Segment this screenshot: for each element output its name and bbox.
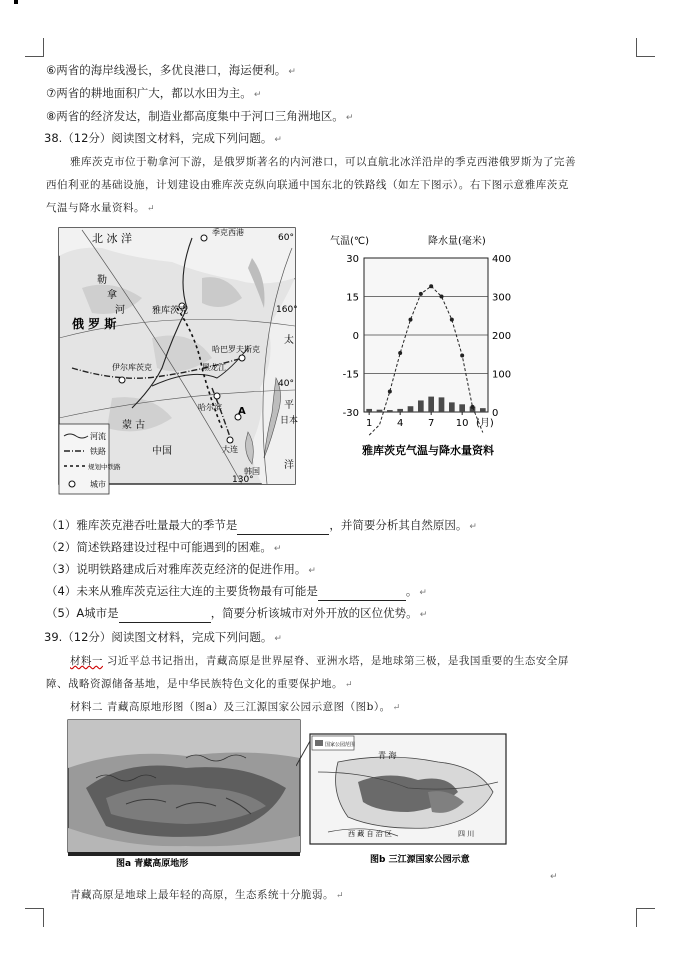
map-label-pacific-3: 洋: [284, 460, 294, 471]
question-39-title: 39.（12分）阅读图文材料，完成下列问题。 ↵: [44, 630, 282, 644]
statement-8: ⑧两省的经济发达，制造业都高度集中于河口三角洲地区。 ↵: [46, 109, 354, 123]
map-label-china: 中国: [152, 446, 172, 457]
chart-right-tick: 300: [492, 292, 512, 304]
figure-b-xizang: 西 藏 自 治 区: [348, 830, 392, 838]
closing-line: 青藏高原是地球上最年轻的高原，生态系统十分脆弱。 ↵: [70, 889, 345, 901]
question-38-title: 38.（12分）阅读图文材料，完成下列问题。 ↵: [44, 131, 282, 145]
precipitation-bar: [459, 404, 465, 412]
map-label-lena-2: 拿: [107, 290, 117, 301]
map-label-yakutsk: 雅库茨克: [152, 306, 189, 316]
map-label-lena-3: 河: [115, 305, 125, 316]
chart-title: 雅库茨克气温与降水量资料: [362, 444, 494, 457]
material-1-line2: 障、战略资源储备基地，是中华民族特色文化的重要保护地。 ↵: [46, 678, 354, 690]
chart-x-tick: 1: [365, 418, 373, 429]
chart-x-tick: 7: [427, 418, 435, 429]
figure-b-qinghai: 青 海: [378, 751, 397, 760]
legend-city: 城市: [90, 480, 106, 489]
precipitation-bar: [428, 397, 434, 412]
chart-left-tick: -30: [342, 408, 359, 419]
crop-mark: [636, 38, 655, 57]
russia-china-railway-map: [52, 218, 310, 502]
material-1-line1: 材料一 习近平总书记指出，青藏高原是世界屋脊、亚洲水塔，是地球第三极，是我国重要的生态安全屏: [70, 655, 569, 667]
chart-right-tick: 400: [492, 254, 512, 265]
temperature-point: [388, 389, 392, 393]
map-label-harbin: 哈尔滨: [198, 403, 222, 412]
statement-6: ⑥两省的海岸线漫长，多优良港口，海运便利。 ↵: [46, 63, 296, 77]
map-label-korea: 韩国: [244, 467, 260, 476]
map-label-irkutsk: 伊尔库茨克: [112, 363, 152, 372]
temperature-point: [429, 284, 433, 288]
temperature-point: [460, 354, 464, 358]
map-label-russia: 俄 罗 斯: [72, 317, 117, 331]
q38-paragraph-line1: 雅库茨克市位于勒拿河下游，是俄罗斯著名的内河港口，可以直航北冰洋沿岸的季克西港俄罗斯为了完善: [70, 156, 576, 168]
paragraph-mark: ↵: [550, 872, 558, 882]
statement-7: ⑦两省的耕地面积广大，都以水田为主。 ↵: [46, 86, 262, 100]
map-label-pacific-1: 太: [284, 335, 294, 346]
q38-sub2: （2）简述铁路建设过程中可能遇到的困难。 ↵: [46, 540, 282, 554]
q38-sub1: （1）雅库茨克港吞吐量最大的季节是 ，并简要分析其自然原因。 ↵: [46, 518, 477, 535]
precipitation-bar: [480, 408, 486, 412]
q38-paragraph-line3: 气温与降水量资料。 ↵: [46, 202, 156, 214]
chart-x-tick: 4: [396, 418, 404, 429]
map-label-arctic-ocean: 北 冰 洋: [92, 232, 132, 245]
chart-left-ticks: [343, 254, 359, 419]
chart-x-axis-label: (月): [476, 418, 494, 429]
crop-mark: [25, 38, 44, 57]
map-label-lat40: 40°: [278, 379, 294, 389]
map-label-tiksi: 季克西港: [212, 228, 244, 237]
map-label-khabarovsk: 哈巴罗夫斯克: [212, 345, 260, 354]
precipitation-bar: [449, 402, 455, 412]
map-label-heilongjiang: 黑龙江: [202, 363, 226, 372]
chart-right-tick: 200: [492, 331, 512, 342]
precipitation-bar: [397, 409, 403, 412]
crop-mark: [25, 908, 44, 927]
map-label-a-city: A: [238, 406, 246, 417]
figure-b-caption: 图b 三江源国家公园示意: [370, 855, 470, 865]
chart-left-tick: 15: [346, 292, 359, 304]
answer-blank-1[interactable]: [237, 522, 329, 535]
precipitation-bar: [387, 410, 393, 412]
figure-b-park-map: [308, 732, 512, 872]
chart-left-tick: -15: [342, 369, 359, 381]
precipitation-bar: [377, 410, 383, 412]
crop-mark: [636, 908, 655, 927]
q38-sub4: （4）未来从雅库茨克运往大连的主要货物最有可能是 。 ↵: [46, 584, 427, 601]
precipitation-bar: [366, 409, 372, 412]
precipitation-bar: [418, 400, 424, 412]
chart-right-axis-label: 降水量(毫米): [428, 236, 486, 247]
yakutsk-climate-chart: [328, 228, 534, 460]
chart-right-tick: 100: [492, 369, 512, 381]
answer-blank-4[interactable]: [318, 588, 406, 601]
corner-mark: [14, 0, 18, 4]
map-label-lat60: 60°: [278, 233, 294, 243]
chart-x-ticks: [366, 412, 469, 429]
chart-x-tick: 10: [455, 418, 469, 429]
map-label-lena-1: 勒: [97, 275, 107, 286]
material-1-label: 材料一: [70, 655, 103, 667]
temperature-point: [409, 318, 413, 322]
chart-left-tick: 0: [352, 331, 359, 342]
answer-blank-5[interactable]: [119, 610, 211, 623]
figure-b-sichuan: 四 川: [458, 830, 475, 838]
temperature-point: [398, 351, 402, 355]
precipitation-bar: [439, 397, 445, 412]
q38-sub5: （5）A城市是 ，简要分析该城市对外开放的区位优势。 ↵: [46, 606, 427, 623]
temperature-point: [471, 405, 475, 409]
q38-sub3: （3）说明铁路建成后对雅库茨克经济的促进作用。 ↵: [46, 562, 316, 576]
temperature-point: [450, 318, 454, 322]
map-label-pacific-2: 平: [284, 400, 294, 411]
map-label-lon130: 130°: [232, 475, 254, 485]
q38-paragraph-line2: 西伯利亚的基础设施，计划建设由雅库茨克纵向联通中国东北的铁路线（如左下图示）。右下图示意雅库茨克: [46, 179, 569, 191]
chart-right-tick: 0: [492, 408, 499, 419]
figure-a-caption: 图a 青藏高原地形: [116, 859, 189, 868]
map-label-japan: 日本: [280, 416, 299, 426]
legend-railway: 铁路: [90, 447, 106, 456]
map-label-mongolia: 蒙 古: [122, 420, 146, 431]
map-label-lon160: 160°: [276, 305, 298, 315]
chart-left-tick: 30: [346, 254, 359, 265]
legend-river: 河流: [90, 432, 106, 441]
figure-a-terrain-map: [66, 718, 302, 868]
temperature-point: [419, 292, 423, 296]
chart-right-ticks: [492, 254, 511, 419]
precipitation-bar: [408, 406, 414, 412]
figure-b-legend: 国家公园范围: [325, 742, 356, 748]
temperature-point: [440, 295, 444, 299]
chart-left-axis-label: 气温(℃): [330, 236, 370, 247]
legend-planned-railway: 规划中铁路: [88, 463, 121, 471]
material-2-line: 材料二 青藏高原地形图（图a）及三江源国家公园示意图（图b）。 ↵: [70, 701, 401, 713]
map-label-dalian: 大连: [222, 445, 238, 454]
